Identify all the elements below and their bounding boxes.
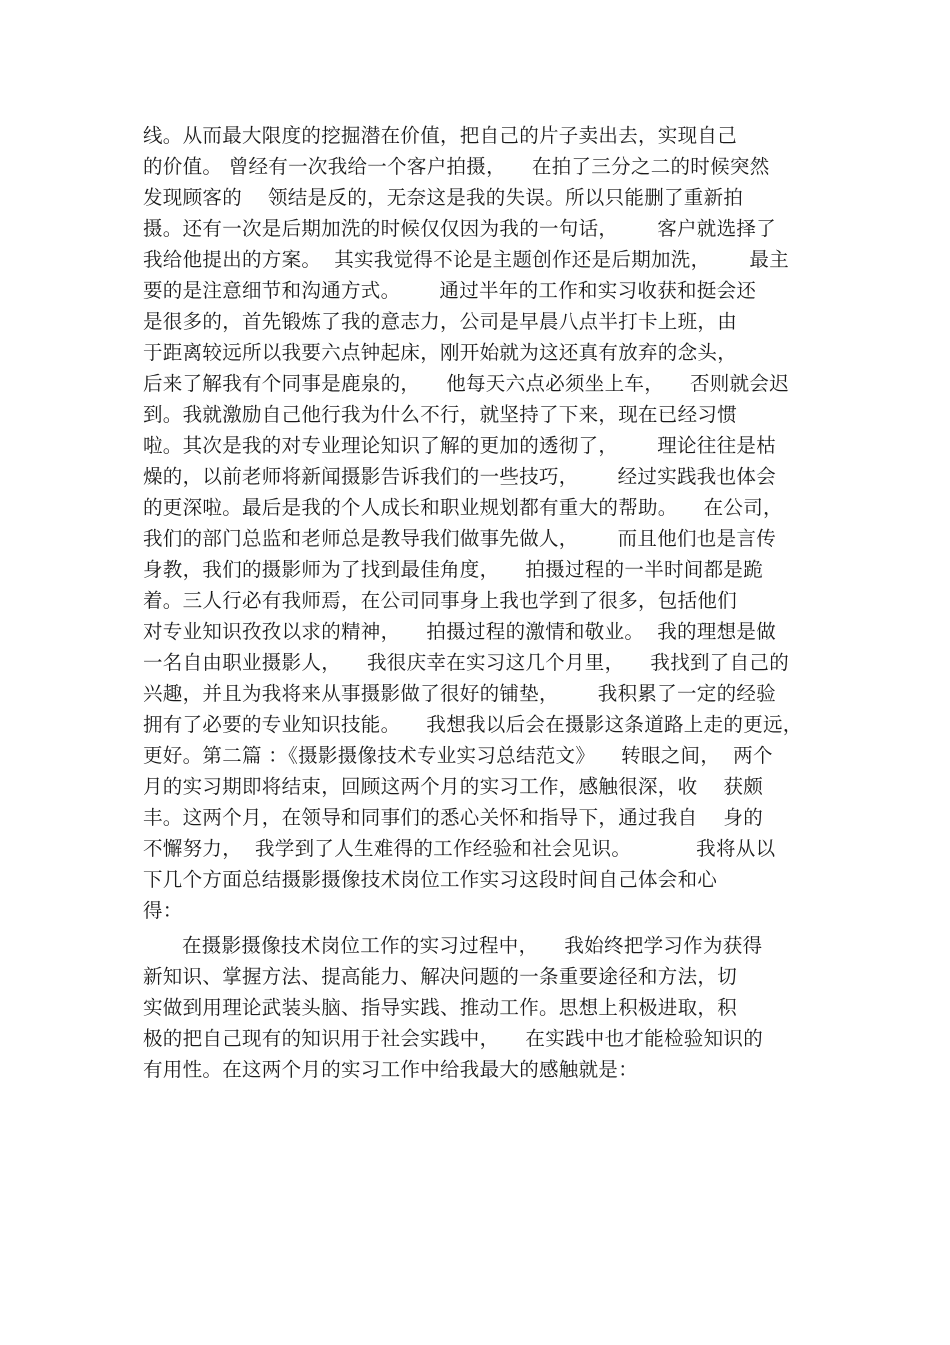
text-line: 一名自由职业摄影人， 我很庆幸在实习这几个月里， 我找到了自己的 [143,651,789,674]
text-line: 更好。第二篇 ：《摄影摄像技术专业实习总结范文》 转眼之间， 两个 [143,744,773,767]
text-line: 拥有了必要的专业知识技能。 我想我以后会在摄影这条道路上走的更远， [143,713,803,736]
text-line: 有用性。在这两个月的实习工作中给我最大的感触就是： [143,1058,639,1081]
text-line: 下几个方面总结摄影摄像技术岗位工作实习这段时间自己体会和心 [143,868,718,891]
text-line: 我们的部门总监和老师总是教导我们做事先做人， 而且他们也是言传 [143,527,776,550]
text-line: 啦。其次是我的对专业理论知识了解的更加的透彻了， 理论往往是枯 [143,434,776,457]
text-line: 于距离较远所以我要六点钟起床，刚开始就为这还真有放弃的念头， [143,341,738,364]
text-line: 不懈努力， 我学到了人生难得的工作经验和社会见识。 我将从以 [143,837,776,860]
text-line: 兴趣，并且为我将来从事摄影做了很好的铺垫， 我积累了一定的经验 [143,682,776,705]
text-line: 身教，我们的摄影师为了找到最佳角度， 拍摄过程的一半时间都是跪 [143,558,763,581]
text-line: 是很多的，首先锻炼了我的意志力，公司是早晨八点半打卡上班，由 [143,310,738,333]
text-line: 发现顾客的 领结是反的，无奈这是我的失误。所以只能删了重新拍 [143,186,744,209]
text-line: 我给他提出的方案。 其实我觉得不论是主题创作还是后期加洗， 最主 [143,248,789,271]
text-line: 后来了解我有个同事是鹿泉的， 他每天六点必须坐上车， 否则就会迟 [143,372,789,395]
text-line: 摄。还有一次是后期加洗的时候仅仅因为我的一句话， 客户就选择了 [143,217,776,240]
text-line: 的更深啦。最后是我的个人成长和职业规划都有重大的帮助。 在公司， [143,496,783,519]
text-line: 线。从而最大限度的挖掘潜在价值，把自己的片子卖出去，实现自己 [143,124,738,147]
text-line: 丰。这两个月，在领导和同事们的悉心关怀和指导下，通过我自 身的 [143,806,763,829]
text-line: 对专业知识孜孜以求的精神， 拍摄过程的激情和敬业。 我的理想是做 [143,620,776,643]
text-line: 极的把自己现有的知识用于社会实践中， 在实践中也才能检验知识的 [143,1027,763,1050]
text-line: 实做到用理论武装头脑、指导实践、推动工作。思想上积极进取，积 [143,996,738,1019]
text-line: 在摄影摄像技术岗位工作的实习过程中， 我始终把学习作为获得 [143,934,763,957]
text-line: 的价值。 曾经有一次我给一个客户拍摄， 在拍了三分之二的时候突然 [143,155,770,178]
text-line: 新知识、掌握方法、提高能力、解决问题的一条重要途径和方法，切 [143,965,738,988]
text-line: 着。三人行必有我师焉，在公司同事身上我也学到了很多，包括他们 [143,589,738,612]
text-line: 燥的，以前老师将新闻摄影告诉我们的一些技巧， 经过实践我也体会 [143,465,776,488]
text-line: 得： [143,899,183,922]
text-line: 到。我就激励自己他行我为什么不行，就坚持了下来，现在已经习惯 [143,403,738,426]
text-line: 月的实习期即将结束，回顾这两个月的实习工作，感触很深，收 获颇 [143,775,763,798]
text-line: 要的是注意细节和沟通方式。 通过半年的工作和实习收获和挺会还 [143,279,757,302]
